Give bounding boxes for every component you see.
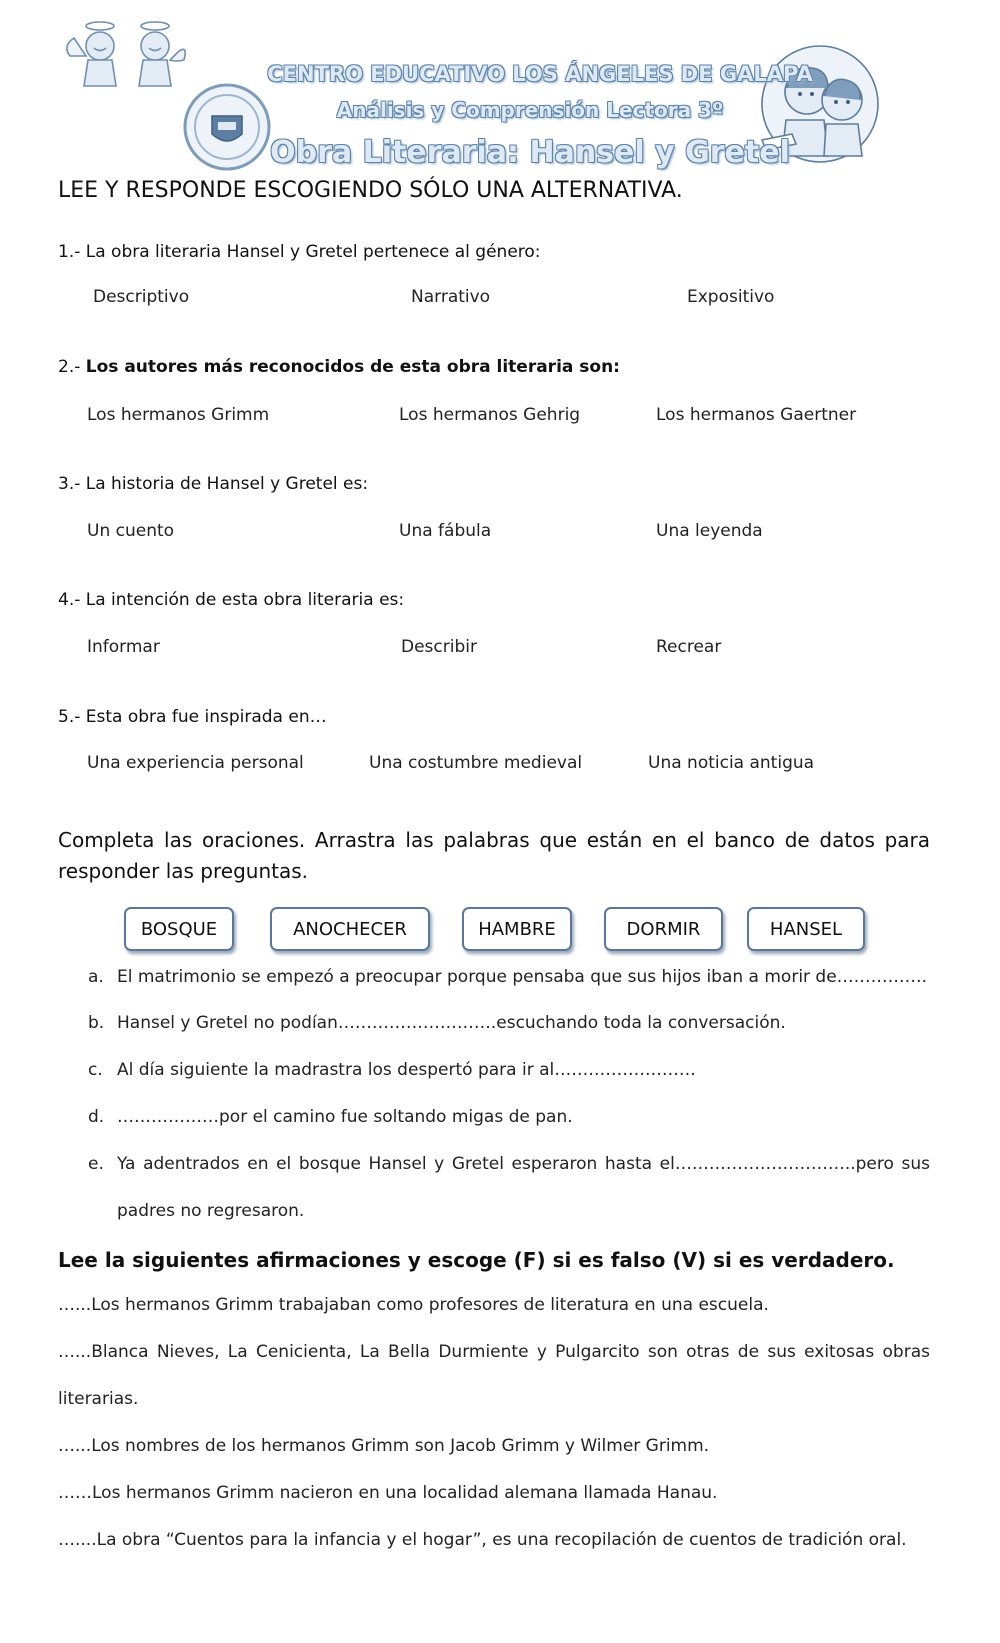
tf-statement-5[interactable]: …....La obra “Cuentos para la infancia y el hogar”, es una recopilación de cuentos de tradición oral. <box>58 1530 907 1550</box>
tf-statement-3[interactable]: …...Los nombres de los hermanos Grimm son Jacob Grimm y Wilmer Grimm. <box>58 1436 710 1456</box>
question-5: 5.- Esta obra fue inspirada en… <box>58 707 327 727</box>
sentence-e-continuation: padres no regresaron. <box>117 1201 305 1221</box>
section2-instruction-line2: responder las preguntas. <box>58 859 308 883</box>
q4-option-c[interactable]: Recrear <box>656 637 722 657</box>
word-bank-bosque[interactable]: BOSQUE <box>124 907 234 951</box>
sentence-e-letter: e. <box>88 1154 104 1174</box>
q5-option-c[interactable]: Una noticia antigua <box>648 753 815 773</box>
q3-option-b[interactable]: Una fábula <box>399 521 492 541</box>
word-bank-hambre[interactable]: HAMBRE <box>462 907 572 951</box>
sentence-c-letter: c. <box>88 1060 103 1080</box>
q2-option-a[interactable]: Los hermanos Grimm <box>87 405 270 425</box>
section3-instruction: Lee la siguientes afirmaciones y escoge (F) si es falso (V) si es verdadero. <box>58 1248 895 1272</box>
q1-option-a[interactable]: Descriptivo <box>93 287 190 307</box>
word-bank-hansel[interactable]: HANSEL <box>747 907 865 951</box>
sentence-a[interactable]: El matrimonio se empezó a preocupar porque pensaba que sus hijos iban a morir de……………. <box>117 967 928 987</box>
question-1: 1.- La obra literaria Hansel y Gretel pertenece al género: <box>58 242 541 262</box>
tf-statement-4[interactable]: ……Los hermanos Grimm nacieron en una localidad alemana llamada Hanau. <box>58 1483 718 1503</box>
q3-option-c[interactable]: Una leyenda <box>656 521 763 541</box>
q5-option-a[interactable]: Una experiencia personal <box>87 753 304 773</box>
tf-statement-1[interactable]: …...Los hermanos Grimm trabajaban como profesores de literatura en una escuela. <box>58 1295 769 1315</box>
sentence-d-letter: d. <box>88 1107 105 1127</box>
q4-option-b[interactable]: Describir <box>401 637 477 657</box>
sentence-c[interactable]: Al día siguiente la madrastra los despertó para ir al……………………. <box>117 1060 696 1080</box>
q4-option-a[interactable]: Informar <box>87 637 160 657</box>
word-bank-anochecer[interactable]: ANOCHECER <box>270 907 430 951</box>
tf-statement-2-continuation: literarias. <box>58 1389 139 1409</box>
sentence-b[interactable]: Hansel y Gretel no podían……………………….escuchando toda la conversación. <box>117 1013 786 1033</box>
q2-option-c[interactable]: Los hermanos Gaertner <box>656 405 857 425</box>
question-3: 3.- La historia de Hansel y Gretel es: <box>58 474 369 494</box>
word-bank-dormir[interactable]: DORMIR <box>604 907 723 951</box>
subject-title: Análisis y Comprensión Lectora 3º <box>336 98 724 122</box>
q1-option-b[interactable]: Narrativo <box>411 287 491 307</box>
q1-option-c[interactable]: Expositivo <box>687 287 775 307</box>
work-title: Obra Literaria: Hansel y Gretel <box>270 135 790 170</box>
question-2: 2.- Los autores más reconocidos de esta obra literaria son: <box>58 357 620 377</box>
school-name: CENTRO EDUCATIVO LOS ÁNGELES DE GALAPA <box>267 62 813 86</box>
q2-option-b[interactable]: Los hermanos Gehrig <box>399 405 581 425</box>
q3-option-a[interactable]: Un cuento <box>87 521 175 541</box>
sentence-e[interactable]: Ya adentrados en el bosque Hansel y Gretel esperaron hasta el…………………………..pero sus <box>117 1154 930 1174</box>
sentence-a-letter: a. <box>88 967 104 987</box>
sentence-d[interactable]: ………………por el camino fue soltando migas de pan. <box>117 1107 573 1127</box>
section1-instruction: LEE Y RESPONDE ESCOGIENDO SÓLO UNA ALTERNATIVA. <box>58 178 683 203</box>
tf-statement-2[interactable]: …...Blanca Nieves, La Cenicienta, La Bella Durmiente y Pulgarcito son otras de sus exitosas obras <box>58 1342 930 1362</box>
q5-option-b[interactable]: Una costumbre medieval <box>369 753 583 773</box>
question-4: 4.- La intención de esta obra literaria es: <box>58 590 405 610</box>
sentence-b-letter: b. <box>88 1013 105 1033</box>
section2-instruction-line1: Completa las oraciones. Arrastra las palabras que están en el banco de datos para <box>58 828 930 852</box>
